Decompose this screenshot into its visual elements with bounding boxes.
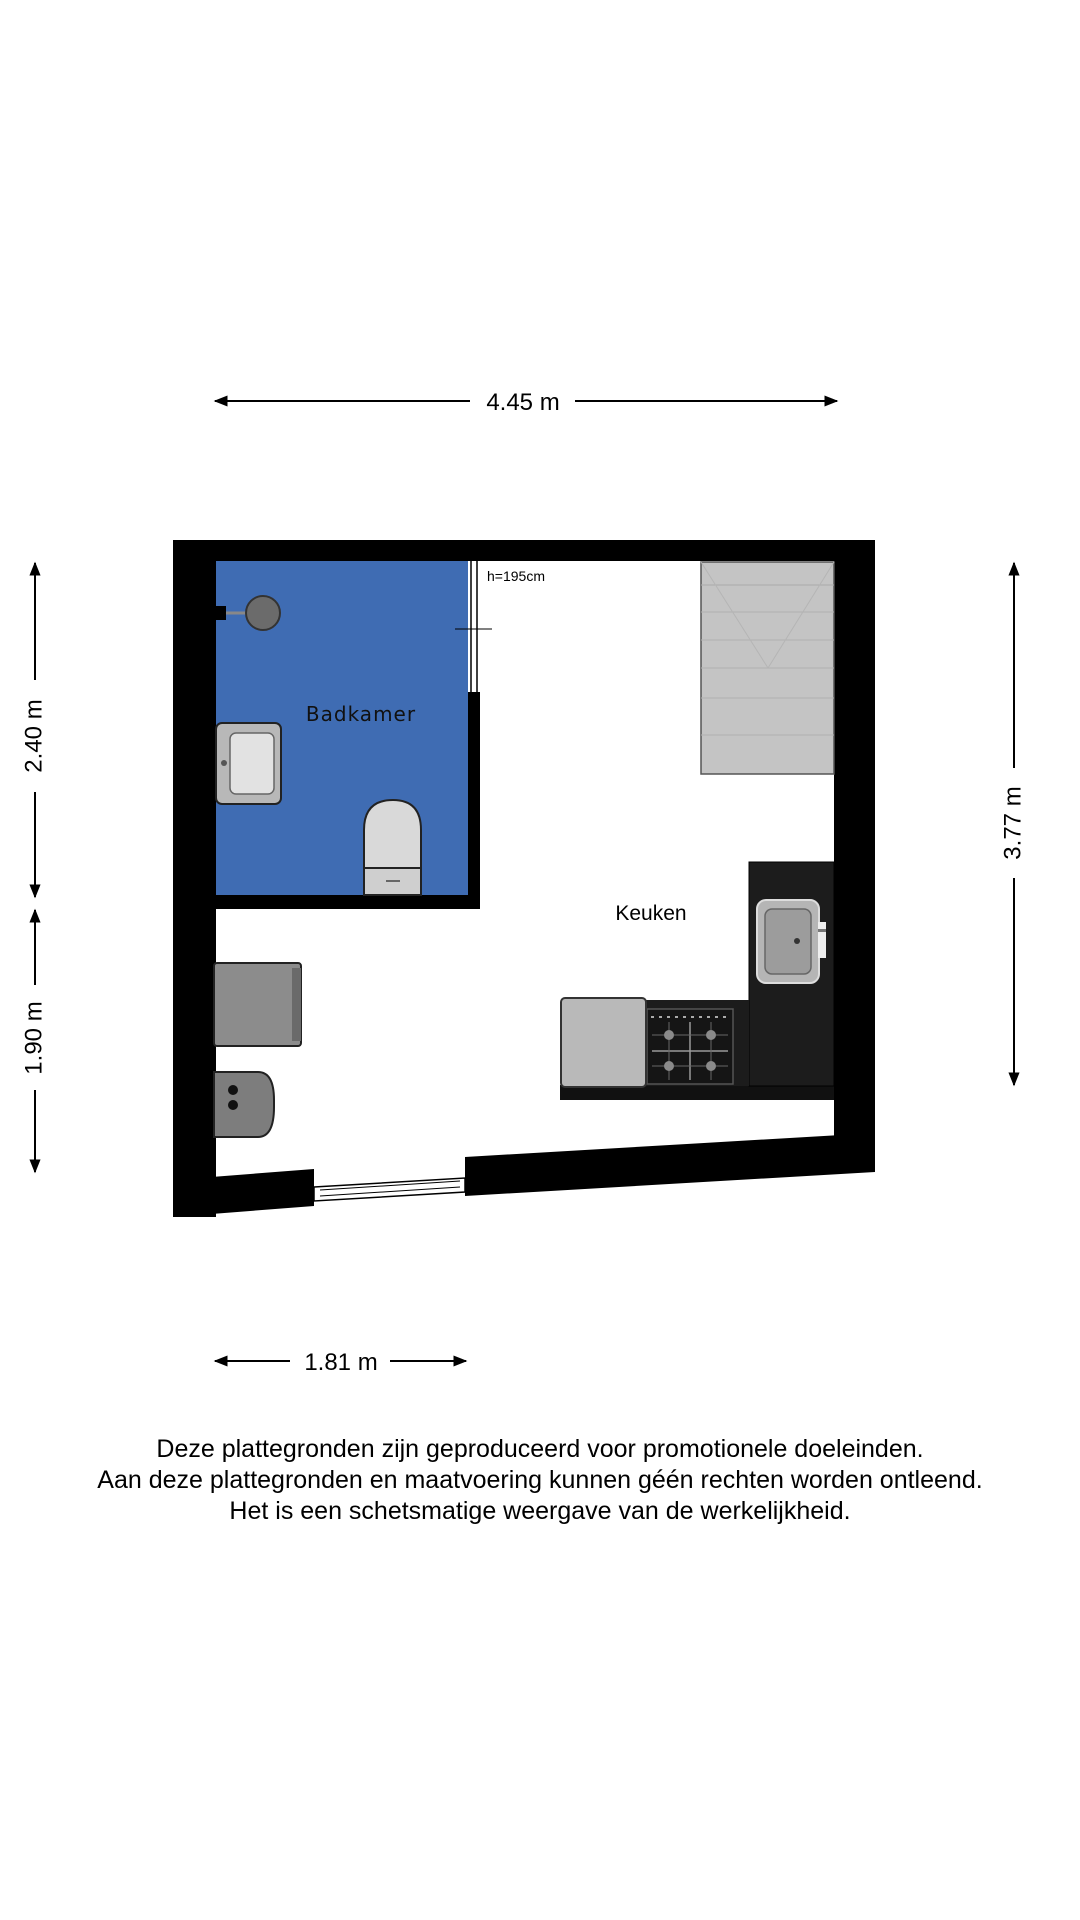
disclaimer-line-1: Deze plattegronden zijn geproduceerd voor promotionele doeleinden. bbox=[156, 1435, 924, 1463]
toilet-icon bbox=[364, 800, 421, 895]
bathroom-bottom-wall bbox=[216, 895, 480, 909]
dimension-left-upper-label: 2.40 m bbox=[20, 699, 48, 773]
dimension-bottom-label: 1.81 m bbox=[304, 1349, 378, 1376]
bathroom-label: Badkamer bbox=[305, 702, 417, 726]
sink-icon bbox=[757, 900, 826, 983]
dimension-left-upper bbox=[20, 563, 47, 897]
disclaimer-line-2: Aan deze plattegronden en maatvoering kunnen géén rechten worden ontleend. bbox=[97, 1466, 983, 1494]
door-height-label: h=195cm bbox=[487, 568, 545, 584]
kitchen bbox=[560, 862, 834, 1100]
disclaimer-line-3: Het is een schetsmatige weergave van de werkelijkheid. bbox=[229, 1497, 851, 1525]
toilet-side-icon bbox=[214, 1072, 274, 1137]
dimension-bottom bbox=[215, 1349, 466, 1376]
entrance-opening bbox=[314, 1178, 465, 1201]
kitchen-label: Keuken bbox=[615, 902, 687, 925]
dimension-top-label: 4.45 m bbox=[486, 389, 560, 416]
dimension-right bbox=[999, 563, 1026, 1085]
stove-icon bbox=[647, 1009, 733, 1084]
disclaimer bbox=[0, 1434, 1080, 1527]
washbasin-icon bbox=[216, 723, 281, 804]
staircase bbox=[701, 562, 834, 774]
dimension-left-lower-label: 1.90 m bbox=[20, 1001, 48, 1075]
bathroom-right-wall bbox=[468, 692, 480, 909]
washing-machine-icon bbox=[214, 963, 301, 1046]
dimension-top bbox=[215, 389, 837, 416]
bathroom bbox=[214, 561, 545, 909]
dimension-right-label: 3.77 m bbox=[999, 786, 1027, 860]
dimension-left-lower bbox=[20, 910, 47, 1172]
fridge-icon bbox=[561, 998, 646, 1087]
